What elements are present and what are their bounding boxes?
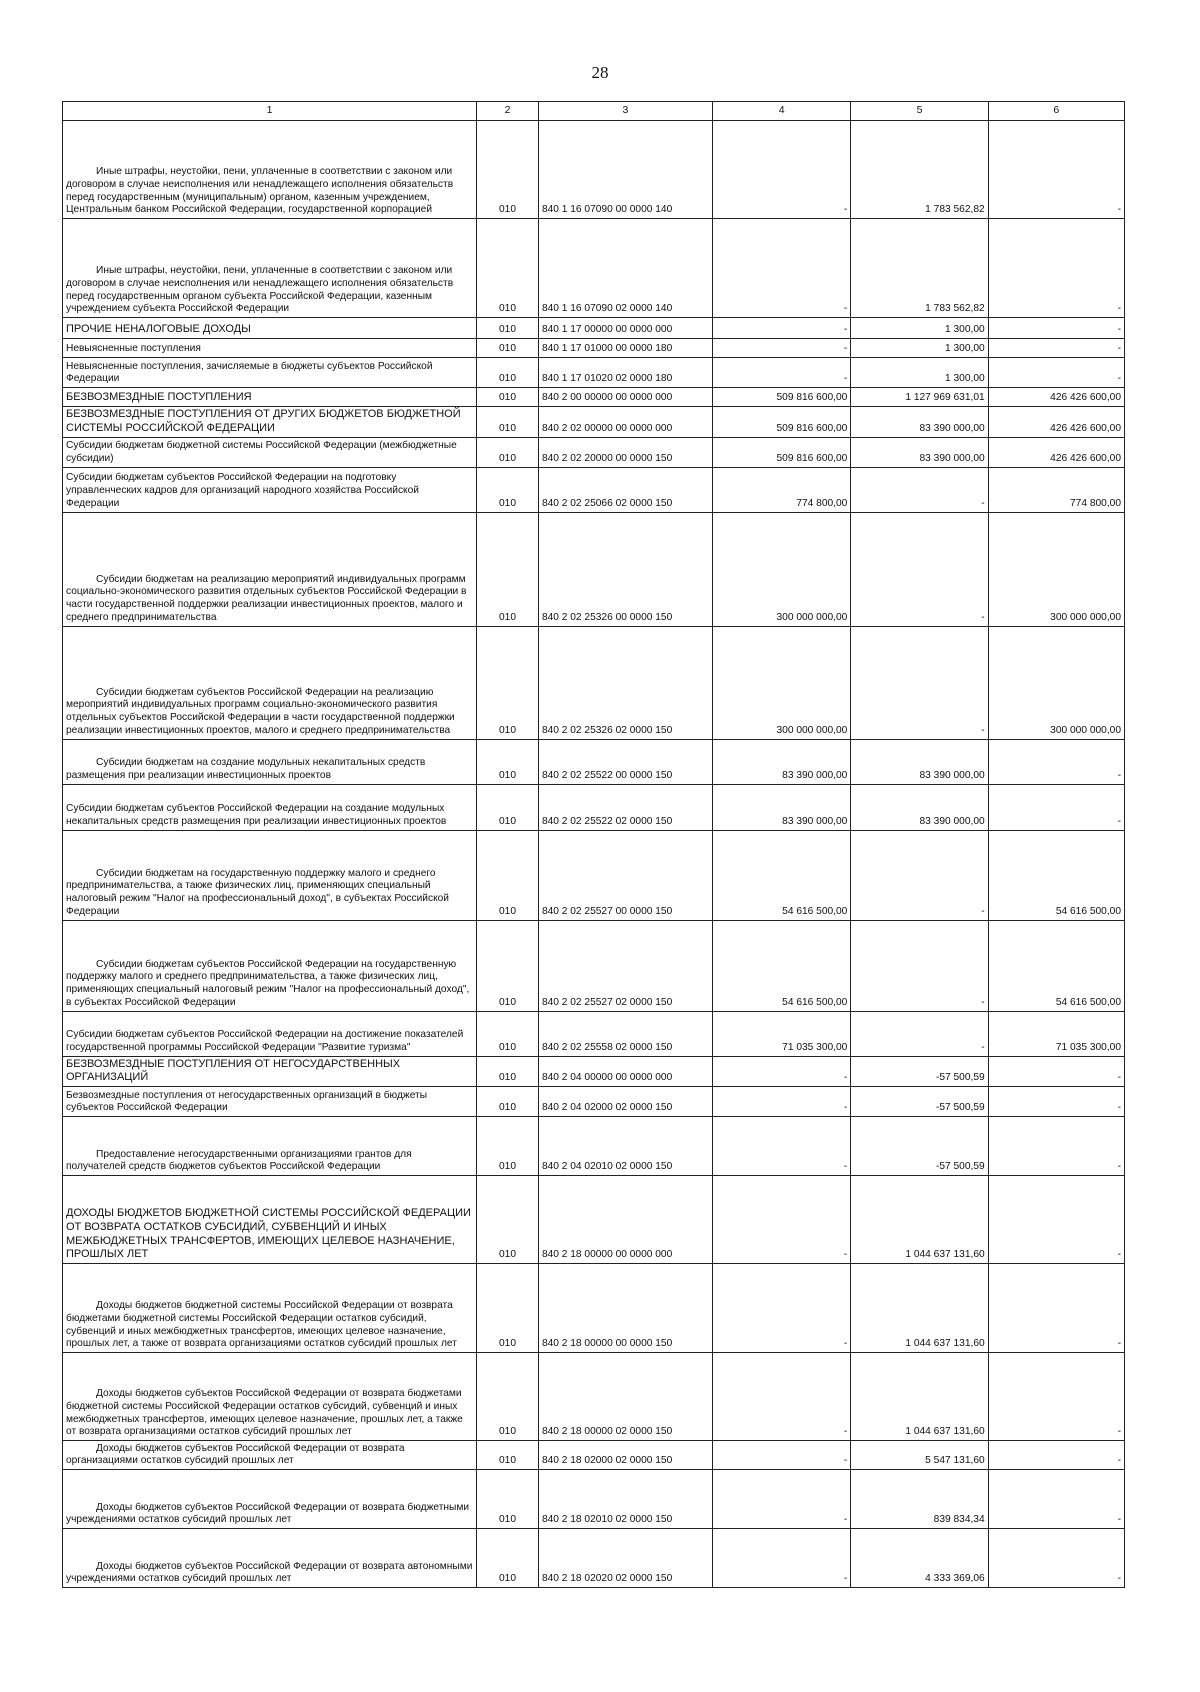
- row-col6-value: 54 616 500,00: [988, 920, 1124, 1011]
- row-name-text: Субсидии бюджетам на создание модульных некапитальных средств размещения при реализации инвестиционных проектов: [66, 757, 426, 781]
- row-name-text: Субсидии бюджетам на государственную поддержку малого и среднего предпринимательства, а также физических лиц, применяющих специальный налоговый режим "Налог на профессиональный доход", в субъектах Российской Федерации: [66, 867, 449, 917]
- table-row: [63, 739, 1125, 784]
- row-name: [63, 1117, 477, 1176]
- column-header: 3: [538, 102, 712, 121]
- row-name: [63, 358, 477, 388]
- row-col4-value: -: [712, 1529, 850, 1588]
- row-col5-value: 1 300,00: [851, 318, 988, 339]
- table-row: [63, 1056, 1125, 1087]
- row-kbk: 840 2 18 02010 02 0000 150: [538, 1470, 712, 1529]
- row-name-text: Доходы бюджетов бюджетной системы Российской Федерации от возврата бюджетами бюджетной системы Российской Федерации остатков субсидий, субвенций и иных межбюджетных трансфертов, имеющих целевое назначение, прошлых лет, а также от возврата организациями остатков субсидий прошлых лет: [66, 1300, 457, 1350]
- table-row: [63, 1176, 1125, 1264]
- row-col5-value: -57 500,59: [851, 1056, 988, 1087]
- row-col6-value: 774 800,00: [988, 467, 1124, 512]
- row-col6-value: 300 000 000,00: [988, 626, 1124, 739]
- row-name-text: БЕЗВОЗМЕЗДНЫЕ ПОСТУПЛЕНИЯ ОТ ДРУГИХ БЮДЖЕТОВ БЮДЖЕТНОЙ СИСТЕМЫ РОССИЙСКОЙ ФЕДЕРАЦИИ: [66, 408, 461, 434]
- row-code: 010: [477, 1056, 539, 1087]
- row-col5-value: 1 044 637 131,60: [851, 1264, 988, 1353]
- table-row: [63, 784, 1125, 830]
- table-row: [63, 388, 1125, 407]
- row-col5-value: 5 547 131,60: [851, 1441, 988, 1470]
- table-row: [63, 830, 1125, 920]
- row-name: [63, 512, 477, 626]
- row-name-text: Субсидии бюджетам субъектов Российской Федерации на подготовку управленческих кадров для организаций народного хозяйства Российской Федерации: [66, 472, 419, 509]
- table-row: [63, 467, 1125, 512]
- row-col4-value: 774 800,00: [712, 467, 850, 512]
- table-row: [63, 1529, 1125, 1588]
- row-code: 010: [477, 739, 539, 784]
- row-col6-value: -: [988, 739, 1124, 784]
- row-name: [63, 920, 477, 1011]
- row-code: 010: [477, 121, 539, 219]
- row-name-text: ДОХОДЫ БЮДЖЕТОВ БЮДЖЕТНОЙ СИСТЕМЫ РОССИЙСКОЙ ФЕДЕРАЦИИ ОТ ВОЗВРАТА ОСТАТКОВ СУБСИДИЙ, СУБВЕНЦИЙ И ИНЫХ МЕЖБЮДЖЕТНЫХ ТРАНСФЕРТОВ, ИМЕЮЩИХ ЦЕЛЕВОЕ НАЗНАЧЕНИЕ, ПРОШЛЫХ ЛЕТ: [66, 1207, 471, 1261]
- row-col5-value: 1 783 562,82: [851, 219, 988, 318]
- table-row: [63, 437, 1125, 467]
- row-name: [63, 407, 477, 438]
- row-col6-value: -: [988, 1117, 1124, 1176]
- row-name: [63, 830, 477, 920]
- row-name-text: Доходы бюджетов субъектов Российской Федерации от возврата автономными учреждениями остатков субсидий прошлых лет: [66, 1560, 473, 1585]
- table-row: [63, 1117, 1125, 1176]
- row-col5-value: -: [851, 626, 988, 739]
- row-name-text: Невыясненные поступления, зачисляемые в бюджеты субъектов Российской Федерации: [66, 360, 433, 385]
- row-col5-value: 839 834,34: [851, 1470, 988, 1529]
- row-col6-value: -: [988, 784, 1124, 830]
- table-row: [63, 219, 1125, 318]
- row-col5-value: 83 390 000,00: [851, 739, 988, 784]
- row-col4-value: 509 816 600,00: [712, 437, 850, 467]
- row-name: [63, 626, 477, 739]
- row-col6-value: -: [988, 358, 1124, 388]
- row-col6-value: -: [988, 1056, 1124, 1087]
- row-name-text: БЕЗВОЗМЕЗДНЫЕ ПОСТУПЛЕНИЯ ОТ НЕГОСУДАРСТВЕННЫХ ОРГАНИЗАЦИЙ: [66, 1057, 401, 1084]
- row-col4-value: -: [712, 318, 850, 339]
- table-header-row: [63, 102, 1125, 121]
- row-col4-value: -: [712, 358, 850, 388]
- row-code: 010: [477, 512, 539, 626]
- row-kbk: 840 1 16 07090 00 0000 140: [538, 121, 712, 219]
- row-code: 010: [477, 1264, 539, 1353]
- row-kbk: 840 2 00 00000 00 0000 000: [538, 388, 712, 407]
- row-kbk: 840 1 16 07090 02 0000 140: [538, 219, 712, 318]
- row-col5-value: -: [851, 467, 988, 512]
- row-code: 010: [477, 1011, 539, 1056]
- row-col6-value: -: [988, 339, 1124, 358]
- row-col5-value: -: [851, 920, 988, 1011]
- row-name: [63, 467, 477, 512]
- row-kbk: 840 2 02 25522 00 0000 150: [538, 739, 712, 784]
- row-kbk: 840 2 02 25527 00 0000 150: [538, 830, 712, 920]
- row-col6-value: -: [988, 1264, 1124, 1353]
- row-name: [63, 339, 477, 358]
- row-col6-value: 71 035 300,00: [988, 1011, 1124, 1056]
- row-col4-value: -: [712, 1087, 850, 1117]
- row-name: [63, 1353, 477, 1441]
- row-name-text: Доходы бюджетов субъектов Российской Федерации от возврата бюджетами бюджетной системы Российской Федерации остатков субсидий, субвенций и иных межбюджетных трансфертов, имеющих целевое назначение, прошлых лет, а также от возврата организациями остатков субсидий прошлых лет: [66, 1388, 463, 1438]
- row-code: 010: [477, 1087, 539, 1117]
- row-name-text: Субсидии бюджетам бюджетной системы Российской Федерации (межбюджетные субсидии): [66, 440, 457, 464]
- row-col4-value: 71 035 300,00: [712, 1011, 850, 1056]
- row-name-text: Субсидии бюджетам на реализацию мероприятий индивидуальных программ социально-экономического развития отдельных субъектов Российской Федерации в части государственной поддержки реализации инвестиционных проектов, малого и среднего предпринимательства: [66, 573, 467, 623]
- row-kbk: 840 2 02 25326 00 0000 150: [538, 512, 712, 626]
- row-col6-value: 54 616 500,00: [988, 830, 1124, 920]
- row-name: [63, 1441, 477, 1470]
- row-kbk: 840 2 02 25066 02 0000 150: [538, 467, 712, 512]
- row-col5-value: 1 044 637 131,60: [851, 1176, 988, 1264]
- row-col4-value: 54 616 500,00: [712, 830, 850, 920]
- row-col6-value: -: [988, 1529, 1124, 1588]
- row-kbk: 840 2 18 02020 02 0000 150: [538, 1529, 712, 1588]
- row-col4-value: -: [712, 339, 850, 358]
- row-col4-value: -: [712, 1441, 850, 1470]
- row-name: [63, 219, 477, 318]
- column-header: 5: [851, 102, 988, 121]
- column-header: 6: [988, 102, 1124, 121]
- row-col6-value: 426 426 600,00: [988, 407, 1124, 438]
- row-code: 010: [477, 358, 539, 388]
- row-code: 010: [477, 388, 539, 407]
- table-row: [63, 121, 1125, 219]
- row-name-text: ПРОЧИЕ НЕНАЛОГОВЫЕ ДОХОДЫ: [66, 323, 251, 336]
- row-col5-value: 83 390 000,00: [851, 407, 988, 438]
- row-name: [63, 1529, 477, 1588]
- row-col5-value: 83 390 000,00: [851, 437, 988, 467]
- row-col4-value: -: [712, 1264, 850, 1353]
- row-name: [63, 1470, 477, 1529]
- row-code: 010: [477, 407, 539, 438]
- row-kbk: 840 2 02 00000 00 0000 000: [538, 407, 712, 438]
- row-col4-value: 509 816 600,00: [712, 407, 850, 438]
- row-col6-value: -: [988, 1441, 1124, 1470]
- row-code: 010: [477, 1176, 539, 1264]
- row-col6-value: -: [988, 1470, 1124, 1529]
- row-kbk: 840 2 18 00000 02 0000 150: [538, 1353, 712, 1441]
- row-name: [63, 318, 477, 339]
- row-col4-value: 300 000 000,00: [712, 626, 850, 739]
- row-code: 010: [477, 1441, 539, 1470]
- row-col5-value: 1 127 969 631,01: [851, 388, 988, 407]
- table-body: [63, 121, 1125, 1588]
- row-name-text: БЕЗВОЗМЕЗДНЫЕ ПОСТУПЛЕНИЯ: [66, 391, 252, 404]
- row-code: 010: [477, 626, 539, 739]
- row-col5-value: -57 500,59: [851, 1087, 988, 1117]
- row-kbk: 840 1 17 00000 00 0000 000: [538, 318, 712, 339]
- row-kbk: 840 2 18 00000 00 0000 000: [538, 1176, 712, 1264]
- table-row: [63, 512, 1125, 626]
- row-name: [63, 739, 477, 784]
- row-name: [63, 121, 477, 219]
- column-header: 4: [712, 102, 850, 121]
- row-code: 010: [477, 830, 539, 920]
- row-name: [63, 1056, 477, 1087]
- row-name: [63, 784, 477, 830]
- row-col5-value: 1 783 562,82: [851, 121, 988, 219]
- row-col6-value: -: [988, 1087, 1124, 1117]
- row-kbk: 840 2 04 02010 02 0000 150: [538, 1117, 712, 1176]
- row-col4-value: 509 816 600,00: [712, 388, 850, 407]
- row-col4-value: 83 390 000,00: [712, 739, 850, 784]
- row-kbk: 840 1 17 01000 00 0000 180: [538, 339, 712, 358]
- table-row: [63, 1441, 1125, 1470]
- row-col6-value: -: [988, 318, 1124, 339]
- row-name: [63, 1176, 477, 1264]
- row-kbk: 840 2 02 25527 02 0000 150: [538, 920, 712, 1011]
- row-name-text: Субсидии бюджетам субъектов Российской Федерации на государственную поддержку малого и среднего предпринимательства, а также физических лиц, применяющих специальный налоговый режим "Налог на профессиональный доход", в субъектах Российской Федерации: [66, 958, 470, 1008]
- row-code: 010: [477, 784, 539, 830]
- row-code: 010: [477, 219, 539, 318]
- row-col4-value: 83 390 000,00: [712, 784, 850, 830]
- row-code: 010: [477, 1117, 539, 1176]
- table-row: [63, 1353, 1125, 1441]
- row-name-text: Предоставление негосударственными организациями грантов для получателей средств бюджетов субъектов Российской Федерации: [66, 1148, 412, 1173]
- table-row: [63, 1011, 1125, 1056]
- row-col6-value: -: [988, 1176, 1124, 1264]
- row-name-text: Иные штрафы, неустойки, пени, уплаченные в соответствии с законом или договором в случае неисполнения или ненадлежащего исполнения обязательств перед государственным (муниципальным) органом, казенным учреждением, Центральным банком Российской Федерации, государственной корпорацией: [66, 166, 454, 216]
- row-name: [63, 1011, 477, 1056]
- row-col5-value: -: [851, 830, 988, 920]
- row-kbk: 840 2 02 25522 02 0000 150: [538, 784, 712, 830]
- row-kbk: 840 2 18 02000 02 0000 150: [538, 1441, 712, 1470]
- row-col6-value: -: [988, 121, 1124, 219]
- row-col6-value: -: [988, 1353, 1124, 1441]
- row-col5-value: 1 300,00: [851, 358, 988, 388]
- row-name-text: Субсидии бюджетам субъектов Российской Федерации на реализацию мероприятий индивидуальных программ социально-экономического развития отдельных субъектов Российской Федерации в части государственной поддержки реализации инвестиционных проектов, малого и среднего предпринимательства: [66, 686, 455, 736]
- row-name-text: Иные штрафы, неустойки, пени, уплаченные в соответствии с законом или договором в случае неисполнения или ненадлежащего исполнения обязательств перед государственным органом субъекта Российской Федерации, казенным учреждением субъекта Российской Федерации: [66, 265, 454, 315]
- row-kbk: 840 2 02 20000 00 0000 150: [538, 437, 712, 467]
- row-col4-value: -: [712, 1470, 850, 1529]
- table-row: [63, 1087, 1125, 1117]
- row-kbk: 840 2 04 02000 02 0000 150: [538, 1087, 712, 1117]
- table-row: [63, 339, 1125, 358]
- row-name: [63, 437, 477, 467]
- row-name: [63, 1264, 477, 1353]
- row-kbk: 840 2 04 00000 00 0000 000: [538, 1056, 712, 1087]
- table-row: [63, 407, 1125, 438]
- page-number: 28: [591, 63, 609, 82]
- column-header: 1: [63, 102, 477, 121]
- row-col4-value: -: [712, 121, 850, 219]
- row-col5-value: 83 390 000,00: [851, 784, 988, 830]
- row-col4-value: -: [712, 219, 850, 318]
- row-kbk: 840 2 02 25326 02 0000 150: [538, 626, 712, 739]
- row-col4-value: -: [712, 1176, 850, 1264]
- row-name-text: Невыясненные поступления: [66, 343, 201, 355]
- row-col5-value: -57 500,59: [851, 1117, 988, 1176]
- row-name-text: Доходы бюджетов субъектов Российской Федерации от возврата бюджетными учреждениями остатков субсидий прошлых лет: [66, 1501, 470, 1526]
- table-row: [63, 358, 1125, 388]
- row-col5-value: -: [851, 512, 988, 626]
- table-row: [63, 920, 1125, 1011]
- row-code: 010: [477, 1353, 539, 1441]
- row-code: 010: [477, 467, 539, 512]
- row-name-text: Безвозмездные поступления от негосударственных организаций в бюджеты субъектов Российской Федерации: [66, 1089, 428, 1114]
- row-name-text: Субсидии бюджетам субъектов Российской Федерации на создание модульных некапитальных средств размещения при реализации инвестиционных проектов: [66, 803, 447, 827]
- row-col5-value: -: [851, 1011, 988, 1056]
- row-col4-value: 54 616 500,00: [712, 920, 850, 1011]
- row-name-text: Субсидии бюджетам субъектов Российской Федерации на достижение показателей государственной программы Российской Федерации "Развитие туризма": [66, 1029, 464, 1053]
- row-code: 010: [477, 920, 539, 1011]
- row-code: 010: [477, 437, 539, 467]
- row-code: 010: [477, 1470, 539, 1529]
- table-row: [63, 318, 1125, 339]
- table-row: [63, 1264, 1125, 1353]
- row-col5-value: 1 044 637 131,60: [851, 1353, 988, 1441]
- row-col6-value: 300 000 000,00: [988, 512, 1124, 626]
- row-name-text: Доходы бюджетов субъектов Российской Федерации от возврата организациями остатков субсидий прошлых лет: [66, 1442, 405, 1467]
- row-col4-value: -: [712, 1056, 850, 1087]
- row-kbk: 840 2 18 00000 00 0000 150: [538, 1264, 712, 1353]
- row-col5-value: 1 300,00: [851, 339, 988, 358]
- row-col4-value: -: [712, 1353, 850, 1441]
- row-code: 010: [477, 318, 539, 339]
- budget-table: [62, 101, 1125, 1588]
- row-name: [63, 388, 477, 407]
- row-col4-value: -: [712, 1117, 850, 1176]
- column-header: 2: [477, 102, 539, 121]
- row-col6-value: -: [988, 219, 1124, 318]
- row-kbk: 840 1 17 01020 02 0000 180: [538, 358, 712, 388]
- row-col6-value: 426 426 600,00: [988, 437, 1124, 467]
- row-col5-value: 4 333 369,06: [851, 1529, 988, 1588]
- row-name: [63, 1087, 477, 1117]
- table-row: [63, 1470, 1125, 1529]
- row-col4-value: 300 000 000,00: [712, 512, 850, 626]
- row-code: 010: [477, 339, 539, 358]
- row-col6-value: 426 426 600,00: [988, 388, 1124, 407]
- table-row: [63, 626, 1125, 739]
- row-code: 010: [477, 1529, 539, 1588]
- row-kbk: 840 2 02 25558 02 0000 150: [538, 1011, 712, 1056]
